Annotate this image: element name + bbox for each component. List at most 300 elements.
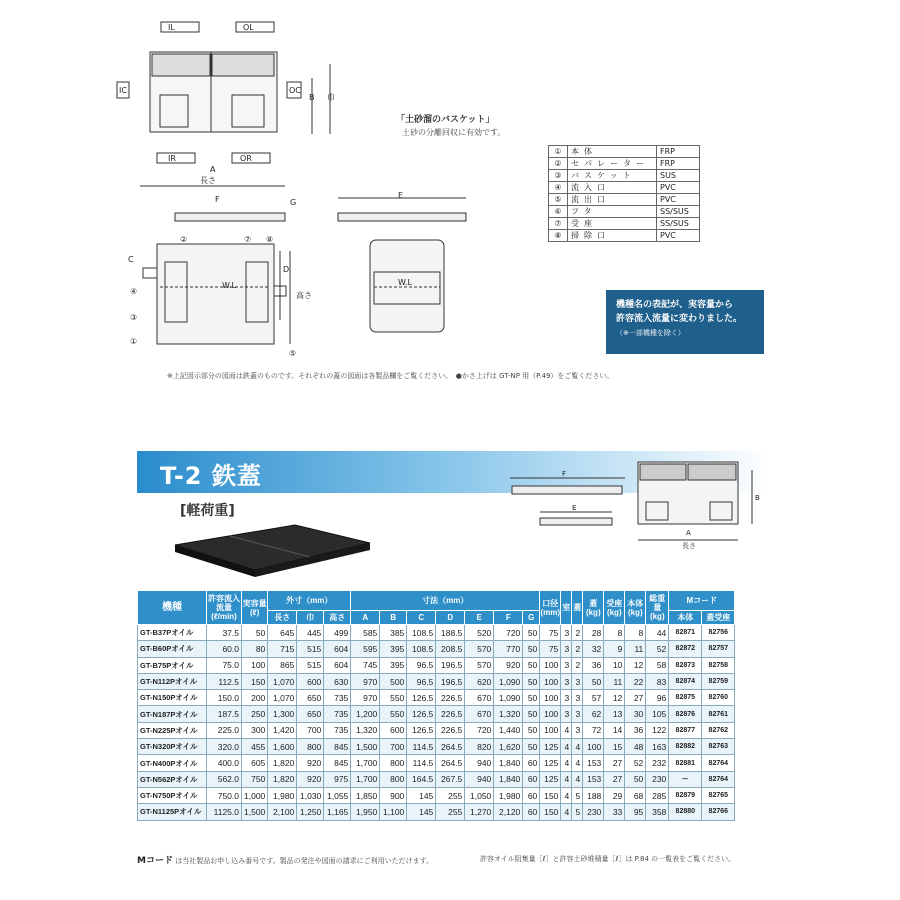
table-row (138, 625, 735, 641)
cell-height: 1,055 (324, 787, 351, 803)
cell-height: 845 (324, 739, 351, 755)
cell-length: 645 (268, 625, 297, 641)
wl-label-right: W.L (398, 278, 412, 287)
parts-no: ③ (549, 170, 568, 182)
cell-e: 940 (465, 771, 494, 787)
drawing-footnote: ※上記図示部分の図面は鉄蓋のものです。それぞれの蓋の図面は各製品欄をご覧ください。 ●かさ上げは GT-NP 用（P.49）をご覧ください。 (167, 372, 614, 380)
cell-lids: 4 (572, 771, 583, 787)
cell-a: 1,500 (351, 739, 380, 755)
cell-width: 650 (297, 706, 324, 722)
cell-d: 255 (436, 787, 465, 803)
cell-lids: 5 (572, 804, 583, 820)
cell-b: 900 (380, 787, 407, 803)
table-row (138, 755, 735, 771)
t2-length: 長さ (682, 542, 696, 550)
table-row (138, 722, 735, 738)
parts-no: ⑤ (549, 194, 568, 206)
cell-model: GT-N320Pオイル (138, 739, 207, 755)
cell-e: 570 (465, 641, 494, 657)
col-flow: 許容流入流量 (ℓ/min) (207, 591, 242, 625)
cell-c: 114.5 (407, 739, 436, 755)
cell-c: 126.5 (407, 706, 436, 722)
width-label: 巾 (327, 93, 335, 102)
cell-flow: 150.0 (207, 690, 242, 706)
col-mcode-body: 本体 (669, 611, 702, 625)
cell-bore: 125 (540, 771, 561, 787)
cell-width: 600 (297, 673, 324, 689)
cell-b: 550 (380, 690, 407, 706)
cell-chambers: 3 (561, 690, 572, 706)
cell-width: 1,250 (297, 804, 324, 820)
cell-g: 50 (523, 657, 540, 673)
cell-seat-weight: 33 (604, 804, 625, 820)
cell-lids: 5 (572, 787, 583, 803)
cell-total-weight: 96 (646, 690, 669, 706)
iron-lid-illustration (170, 515, 380, 590)
dim-b: B (309, 93, 315, 102)
cell-model: GT-N562Pオイル (138, 771, 207, 787)
col-outer: 外寸（mm） (268, 591, 351, 611)
col-dims: 寸法（mm） (351, 591, 540, 611)
cell-lid-weight: 230 (583, 804, 604, 820)
label-ol: OL (243, 23, 254, 32)
cell-height: 735 (324, 690, 351, 706)
cell-b: 395 (380, 641, 407, 657)
cell-seat-weight: 27 (604, 755, 625, 771)
callout-4: ④ (130, 287, 138, 296)
cell-d: 196.5 (436, 657, 465, 673)
cell-height: 975 (324, 771, 351, 787)
cell-a: 595 (351, 641, 380, 657)
cell-seat-weight: 9 (604, 641, 625, 657)
cell-e: 1,270 (465, 804, 494, 820)
t2-dim-e: E (572, 504, 577, 512)
cell-mcode-seat: 82764 (702, 755, 735, 771)
cell-bore: 100 (540, 690, 561, 706)
cell-body-weight: 68 (625, 787, 646, 803)
cell-c: 108.5 (407, 625, 436, 641)
cell-body-weight: 30 (625, 706, 646, 722)
cell-a: 970 (351, 673, 380, 689)
cell-f: 770 (494, 641, 523, 657)
cell-g: 60 (523, 787, 540, 803)
table-row (138, 706, 735, 722)
table-row (138, 673, 735, 689)
parts-name: 掃除口 (568, 230, 657, 242)
cell-lid-weight: 72 (583, 722, 604, 738)
cell-chambers: 3 (561, 625, 572, 641)
parts-row (549, 158, 700, 170)
cell-total-weight: 44 (646, 625, 669, 641)
cell-f: 1,840 (494, 771, 523, 787)
cell-chambers: 4 (561, 739, 572, 755)
cell-length: 1,820 (268, 771, 297, 787)
cell-g: 50 (523, 673, 540, 689)
cell-bore: 150 (540, 787, 561, 803)
cell-b: 700 (380, 739, 407, 755)
cell-chambers: 3 (561, 673, 572, 689)
cell-mcode-body: 82881 (669, 755, 702, 771)
cell-bore: 100 (540, 722, 561, 738)
cell-f: 1,840 (494, 755, 523, 771)
notice-line-1: 機種名の表記が、実容量から (616, 300, 734, 310)
section-view-body (157, 244, 274, 344)
cell-d: 226.5 (436, 706, 465, 722)
height-label: 高さ (296, 291, 312, 300)
cell-a: 1,850 (351, 787, 380, 803)
cell-length: 1,820 (268, 755, 297, 771)
cell-lid-weight: 28 (583, 625, 604, 641)
cell-b: 1,100 (380, 804, 407, 820)
cell-mcode-seat: 82763 (702, 739, 735, 755)
cell-lid-weight: 50 (583, 673, 604, 689)
cell-length: 1,070 (268, 673, 297, 689)
parts-material: FRP (657, 158, 700, 170)
cell-d: 264.5 (436, 739, 465, 755)
cell-capacity: 50 (242, 625, 268, 641)
cell-model: GT-N1125Pオイル (138, 804, 207, 820)
cell-height: 845 (324, 755, 351, 771)
cell-a: 1,320 (351, 722, 380, 738)
parts-no: ④ (549, 182, 568, 194)
cell-b: 500 (380, 673, 407, 689)
parts-name: セパレーター (568, 158, 657, 170)
cell-c: 96.5 (407, 657, 436, 673)
col-g: G (523, 611, 540, 625)
cell-mcode-body: 82873 (669, 657, 702, 673)
label-ir: IR (168, 154, 176, 163)
cell-width: 445 (297, 625, 324, 641)
col-seat-weight: 受座 (kg) (604, 591, 625, 625)
col-body-weight: 本体 (kg) (625, 591, 646, 625)
cell-chambers: 4 (561, 804, 572, 820)
cell-a: 970 (351, 690, 380, 706)
parts-name: 受座 (568, 218, 657, 230)
cell-total-weight: 58 (646, 657, 669, 673)
cell-e: 570 (465, 657, 494, 673)
cell-capacity: 250 (242, 706, 268, 722)
cell-f: 720 (494, 625, 523, 641)
cell-width: 800 (297, 739, 324, 755)
cell-g: 60 (523, 804, 540, 820)
cell-c: 126.5 (407, 722, 436, 738)
parts-no: ① (549, 146, 568, 158)
table-row (138, 771, 735, 787)
col-mcode: Mコード (669, 591, 735, 611)
cell-b: 395 (380, 657, 407, 673)
notice-line-3: （※一部機種を除く） (616, 329, 685, 337)
col-e: E (465, 611, 494, 625)
cell-mcode-body: 82871 (669, 625, 702, 641)
dim-c: C (128, 255, 134, 264)
cell-chambers: 3 (561, 657, 572, 673)
cell-mcode-body: 82880 (669, 804, 702, 820)
cell-mcode-body: 82882 (669, 739, 702, 755)
cell-length: 1,980 (268, 787, 297, 803)
cell-g: 50 (523, 706, 540, 722)
cell-e: 670 (465, 690, 494, 706)
table-row (138, 804, 735, 820)
cell-capacity: 100 (242, 657, 268, 673)
col-lids: 蓋 (572, 591, 583, 625)
label-oc: OC (289, 86, 301, 95)
col-length: 長さ (268, 611, 297, 625)
cell-mcode-seat: 82760 (702, 690, 735, 706)
cell-flow: 1125.0 (207, 804, 242, 820)
cell-g: 50 (523, 690, 540, 706)
cell-chambers: 4 (561, 722, 572, 738)
cell-lid-weight: 57 (583, 690, 604, 706)
cell-flow: 75.0 (207, 657, 242, 673)
cell-capacity: 80 (242, 641, 268, 657)
dim-d: D (283, 265, 290, 274)
cell-lid-weight: 100 (583, 739, 604, 755)
callout-3: ③ (130, 313, 138, 322)
cell-c: 114.5 (407, 755, 436, 771)
cell-total-weight: 52 (646, 641, 669, 657)
cell-width: 920 (297, 771, 324, 787)
cell-lids: 4 (572, 755, 583, 771)
cell-g: 60 (523, 755, 540, 771)
cell-flow: 37.5 (207, 625, 242, 641)
parts-row (549, 206, 700, 218)
col-c: C (407, 611, 436, 625)
cell-mcode-body: 82876 (669, 706, 702, 722)
parts-material: FRP (657, 146, 700, 158)
cell-flow: 60.0 (207, 641, 242, 657)
wl-label: W.L (222, 281, 236, 290)
cell-mcode-body: 82879 (669, 787, 702, 803)
basket-desc: 土砂の分離回収に有効です。 (402, 128, 506, 137)
cell-model: GT-B75Pオイル (138, 657, 207, 673)
table-row (138, 657, 735, 673)
cell-bore: 100 (540, 706, 561, 722)
cell-total-weight: 230 (646, 771, 669, 787)
cell-length: 1,300 (268, 706, 297, 722)
parts-no: ⑦ (549, 218, 568, 230)
cell-body-weight: 36 (625, 722, 646, 738)
col-width: 巾 (297, 611, 324, 625)
cell-bore: 75 (540, 625, 561, 641)
parts-material: PVC (657, 194, 700, 206)
cell-f: 1,620 (494, 739, 523, 755)
cell-mcode-seat: 82759 (702, 673, 735, 689)
cell-chambers: 3 (561, 641, 572, 657)
cell-length: 715 (268, 641, 297, 657)
cell-lid-weight: 153 (583, 771, 604, 787)
cell-a: 1,700 (351, 755, 380, 771)
cell-a: 1,700 (351, 771, 380, 787)
cell-capacity: 150 (242, 673, 268, 689)
cell-height: 499 (324, 625, 351, 641)
cell-model: GT-N150Pオイル (138, 690, 207, 706)
cell-d: 208.5 (436, 641, 465, 657)
cell-c: 164.5 (407, 771, 436, 787)
cell-mcode-seat: 82764 (702, 771, 735, 787)
col-lid-weight: 蓋 (kg) (583, 591, 604, 625)
col-mcode-seat: 蓋受座 (702, 611, 735, 625)
cell-b: 550 (380, 706, 407, 722)
cell-body-weight: 22 (625, 673, 646, 689)
cell-mcode-seat: 82757 (702, 641, 735, 657)
col-d: D (436, 611, 465, 625)
cell-e: 820 (465, 739, 494, 755)
cell-flow: 320.0 (207, 739, 242, 755)
cell-bore: 125 (540, 755, 561, 771)
cell-capacity: 605 (242, 755, 268, 771)
cell-height: 630 (324, 673, 351, 689)
cell-f: 1,090 (494, 673, 523, 689)
cell-seat-weight: 12 (604, 690, 625, 706)
footer-mcode-text: は当社製品お申し込み番号です。製品の発注や図面の請求にご利用いただけます。 (175, 857, 434, 865)
cell-lid-weight: 62 (583, 706, 604, 722)
col-total-weight: 総重量 (kg) (646, 591, 669, 625)
cell-f: 1,440 (494, 722, 523, 738)
parts-name: フタ (568, 206, 657, 218)
basket-title: 「土砂溜のバスケット」 (396, 115, 495, 125)
cell-total-weight: 232 (646, 755, 669, 771)
cell-a: 745 (351, 657, 380, 673)
cell-lid-weight: 36 (583, 657, 604, 673)
cell-b: 600 (380, 722, 407, 738)
cell-total-weight: 122 (646, 722, 669, 738)
col-model: 機種 (138, 591, 207, 625)
cell-width: 1,030 (297, 787, 324, 803)
cell-b: 800 (380, 771, 407, 787)
cell-model: GT-B37Pオイル (138, 625, 207, 641)
cell-e: 620 (465, 673, 494, 689)
cell-bore: 100 (540, 657, 561, 673)
cell-c: 108.5 (407, 641, 436, 657)
callout-5: ⑤ (289, 349, 297, 358)
cell-height: 604 (324, 657, 351, 673)
cell-mcode-seat: 82756 (702, 625, 735, 641)
t2-dim-f: F (562, 470, 567, 478)
col-chambers: 室 (561, 591, 572, 625)
cell-f: 2,120 (494, 804, 523, 820)
cell-lids: 3 (572, 706, 583, 722)
cell-mcode-body: 82875 (669, 690, 702, 706)
cell-seat-weight: 15 (604, 739, 625, 755)
cell-lids: 2 (572, 657, 583, 673)
dim-e: E (398, 191, 404, 200)
cell-c: 145 (407, 787, 436, 803)
cell-capacity: 1,000 (242, 787, 268, 803)
dim-g: G (290, 198, 297, 207)
cell-total-weight: 285 (646, 787, 669, 803)
parts-name: バスケット (568, 170, 657, 182)
footer-right-note: 許容オイル阻集量［ℓ］と許容土砂堆積量［ℓ］は P.84 の一覧表をご覧ください。 (480, 855, 736, 863)
length-label: 長さ (200, 176, 216, 185)
parts-material: SUS (657, 170, 700, 182)
cell-mcode-body: 82872 (669, 641, 702, 657)
cell-seat-weight: 14 (604, 722, 625, 738)
cell-width: 920 (297, 755, 324, 771)
table-row (138, 787, 735, 803)
parts-table (548, 145, 700, 242)
parts-row (549, 194, 700, 206)
cell-length: 865 (268, 657, 297, 673)
cell-width: 515 (297, 641, 324, 657)
parts-name: 本体 (568, 146, 657, 158)
cell-bore: 150 (540, 804, 561, 820)
cell-body-weight: 50 (625, 771, 646, 787)
cell-g: 50 (523, 739, 540, 755)
callout-2: ② (180, 235, 188, 244)
cell-g: 50 (523, 625, 540, 641)
cell-g: 50 (523, 722, 540, 738)
cell-width: 515 (297, 657, 324, 673)
cell-d: 255 (436, 804, 465, 820)
cell-g: 60 (523, 771, 540, 787)
cell-bore: 75 (540, 641, 561, 657)
cell-body-weight: 8 (625, 625, 646, 641)
cell-chambers: 4 (561, 771, 572, 787)
cell-capacity: 1,500 (242, 804, 268, 820)
cell-chambers: 4 (561, 755, 572, 771)
cell-mcode-body: ー (669, 771, 702, 787)
callout-1: ① (130, 337, 138, 346)
cell-body-weight: 48 (625, 739, 646, 755)
cell-flow: 750.0 (207, 787, 242, 803)
cell-bore: 125 (540, 739, 561, 755)
col-a: A (351, 611, 380, 625)
cell-e: 940 (465, 755, 494, 771)
cell-length: 1,420 (268, 722, 297, 738)
cell-lids: 3 (572, 722, 583, 738)
cell-model: GT-N750Pオイル (138, 787, 207, 803)
cell-width: 650 (297, 690, 324, 706)
cell-b: 385 (380, 625, 407, 641)
cell-mcode-seat: 82762 (702, 722, 735, 738)
label-il: IL (168, 23, 175, 32)
cell-body-weight: 11 (625, 641, 646, 657)
section-subtitle: [軽荷重] (180, 503, 235, 519)
parts-row (549, 182, 700, 194)
parts-name: 流入口 (568, 182, 657, 194)
cell-capacity: 200 (242, 690, 268, 706)
col-height: 高さ (324, 611, 351, 625)
cell-d: 226.5 (436, 690, 465, 706)
parts-row (549, 218, 700, 230)
cell-body-weight: 52 (625, 755, 646, 771)
cell-mcode-body: 82874 (669, 673, 702, 689)
footer-mcode-note (137, 853, 433, 866)
cell-lids: 3 (572, 673, 583, 689)
cell-e: 1,050 (465, 787, 494, 803)
cell-total-weight: 358 (646, 804, 669, 820)
cell-b: 800 (380, 755, 407, 771)
cell-seat-weight: 27 (604, 771, 625, 787)
cell-mcode-seat: 82766 (702, 804, 735, 820)
cell-body-weight: 12 (625, 657, 646, 673)
cell-mcode-seat: 82765 (702, 787, 735, 803)
cell-flow: 225.0 (207, 722, 242, 738)
parts-name: 流出口 (568, 194, 657, 206)
col-b: B (380, 611, 407, 625)
col-capacity: 実容量 (ℓ) (242, 591, 268, 625)
cell-model: GT-N187Pオイル (138, 706, 207, 722)
cell-seat-weight: 29 (604, 787, 625, 803)
col-f: F (494, 611, 523, 625)
cell-total-weight: 83 (646, 673, 669, 689)
cell-lid-weight: 153 (583, 755, 604, 771)
cell-height: 604 (324, 641, 351, 657)
parts-row (549, 170, 700, 182)
parts-material: SS/SUS (657, 206, 700, 218)
cell-length: 2,100 (268, 804, 297, 820)
spec-table (137, 590, 735, 821)
